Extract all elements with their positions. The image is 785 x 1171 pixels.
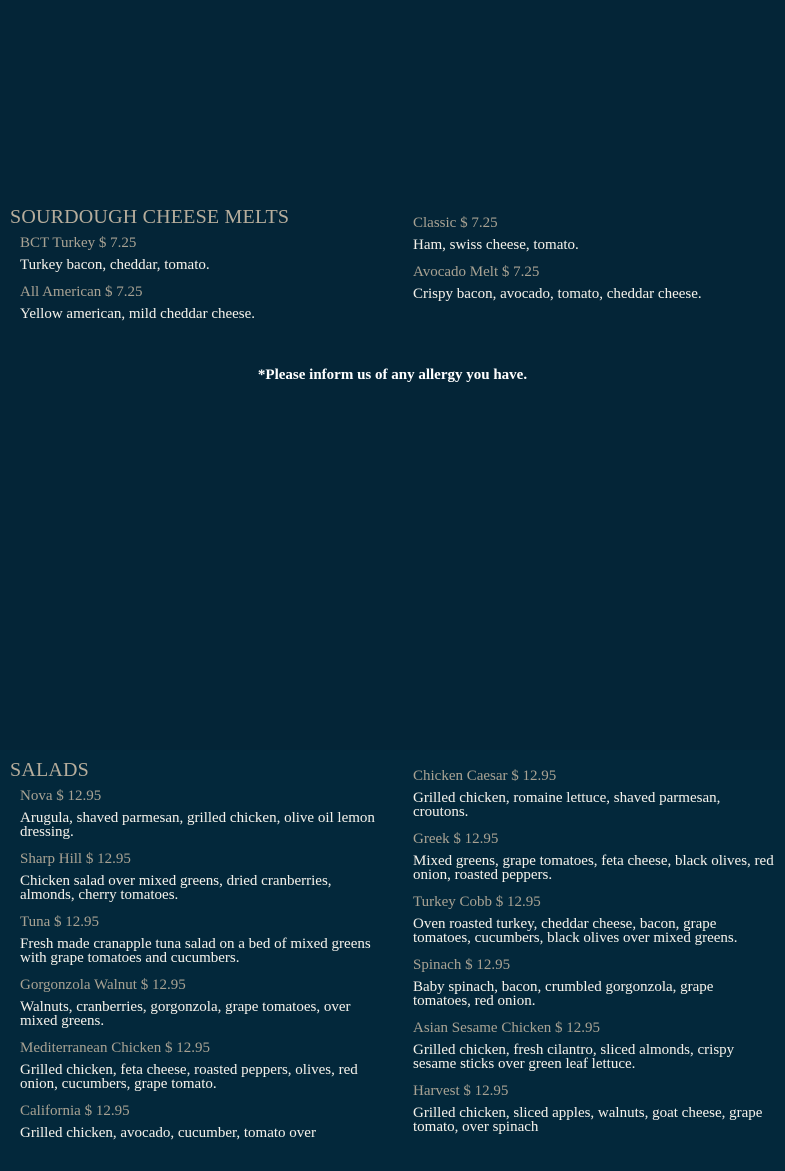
menu-item-description: Turkey bacon, cheddar, tomato. [20, 257, 210, 273]
menu-item [20, 850, 380, 902]
menu-item-name: Greek $ 12.95 [413, 831, 499, 847]
menu-item [20, 787, 380, 839]
menu-item [413, 263, 773, 301]
melts-left-column [10, 206, 380, 332]
menu-item [413, 767, 775, 819]
menu-item [20, 234, 380, 272]
menu-item [413, 893, 775, 945]
menu-item-description: Baby spinach, bacon, crumbled gorgonzola, grape tomatoes, red onion. [413, 979, 714, 1009]
menu-item-name: Avocado Melt $ 7.25 [413, 264, 540, 280]
menu-item-description: Grilled chicken, feta cheese, roasted peppers, olives, red onion, cucumbers, grape tomato. [20, 1062, 358, 1092]
menu-item-name: Tuna $ 12.95 [20, 914, 100, 930]
menu-item-name: Asian Sesame Chicken $ 12.95 [413, 1020, 601, 1036]
salads-right-column [413, 767, 775, 1145]
menu-item-description: Mixed greens, grape tomatoes, feta cheese, black olives, red onion, roasted peppers. [413, 853, 774, 883]
menu-item-description: Grilled chicken, fresh cilantro, sliced almonds, crispy sesame sticks over green leaf lettuce. [413, 1042, 735, 1072]
menu-item [413, 830, 775, 882]
menu-item-name: Turkey Cobb $ 12.95 [413, 894, 541, 910]
menu-item-description: Crispy bacon, avocado, tomato, cheddar cheese. [413, 286, 702, 302]
menu-item [413, 214, 773, 252]
menu-item-description: Grilled chicken, sliced apples, walnuts, goat cheese, grape tomato, over spinach [413, 1105, 763, 1135]
menu-item [20, 1039, 380, 1091]
menu-item [20, 1102, 380, 1140]
menu-item-name: Nova $ 12.95 [20, 788, 102, 804]
menu-item-name: California $ 12.95 [20, 1103, 130, 1119]
menu-item-description: Walnuts, cranberries, gorgonzola, grape tomatoes, over mixed greens. [20, 999, 351, 1029]
melts-right-column [413, 214, 773, 312]
menu-item [20, 976, 380, 1028]
menu-item-description: Chicken salad over mixed greens, dried cranberries, almonds, cherry tomatoes. [20, 873, 332, 903]
menu-item-description: Arugula, shaved parmesan, grilled chicken, olive oil lemon dressing. [20, 810, 375, 840]
menu-item-description: Yellow american, mild cheddar cheese. [20, 306, 256, 322]
menu-item-name: Gorgonzola Walnut $ 12.95 [20, 977, 186, 993]
salads-left-list [10, 787, 380, 1140]
menu-item [413, 1019, 775, 1071]
menu-item-description: Fresh made cranapple tuna salad on a bed of mixed greens with grape tomatoes and cucumbers. [20, 936, 371, 966]
menu-item-name: Harvest $ 12.95 [413, 1083, 509, 1099]
menu-item-description: Ham, swiss cheese, tomato. [413, 237, 579, 253]
menu-item-name: Chicken Caesar $ 12.95 [413, 768, 557, 784]
melts-left-list [10, 234, 380, 321]
menu-item-name: Sharp Hill $ 12.95 [20, 851, 131, 867]
menu-item-description: Oven roasted turkey, cheddar cheese, bacon, grape tomatoes, cucumbers, black olives over mixed greens. [413, 916, 738, 946]
menu-item-name: Classic $ 7.25 [413, 215, 498, 231]
allergy-note: *Please inform us of any allergy you have. [257, 367, 528, 383]
menu-item-description: Grilled chicken, romaine lettuce, shaved parmesan, croutons. [413, 790, 721, 820]
menu-item [20, 913, 380, 965]
melts-right-list [413, 214, 773, 301]
menu-item [413, 956, 775, 1008]
melts-section-title: SOURDOUGH CHEESE MELTS [10, 206, 290, 228]
menu-item [20, 283, 380, 321]
salads-right-list [413, 767, 775, 1134]
salads-section-title: SALADS [10, 759, 89, 781]
menu-item-name: Mediterranean Chicken $ 12.95 [20, 1040, 210, 1056]
menu-item-name: All American $ 7.25 [20, 284, 143, 300]
menu-item-name: Spinach $ 12.95 [413, 957, 511, 973]
salads-left-column [10, 759, 380, 1151]
menu-item-description: Grilled chicken, avocado, cucumber, tomato over [20, 1125, 316, 1141]
menu-item [413, 1082, 775, 1134]
menu-item-name: BCT Turkey $ 7.25 [20, 235, 137, 251]
